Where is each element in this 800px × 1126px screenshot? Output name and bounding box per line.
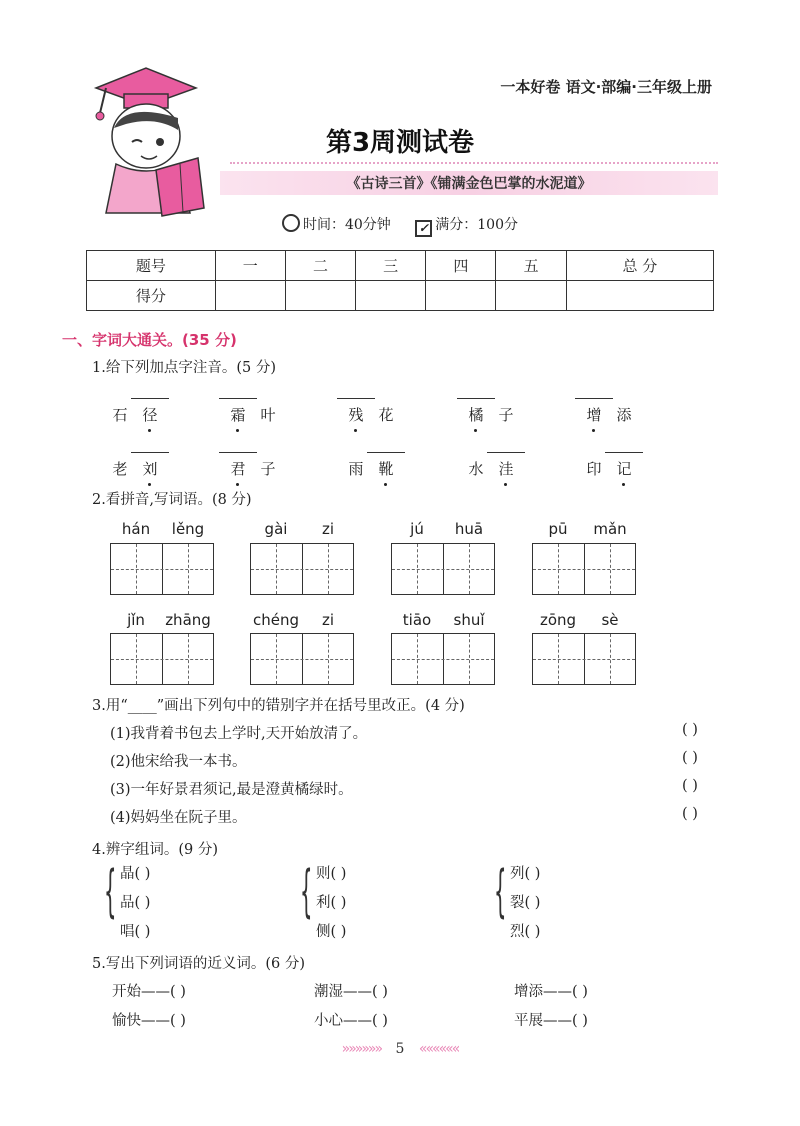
answer-parentheses[interactable]: ( ): [682, 722, 698, 738]
question-3-title: 3.用“____”画出下列句中的错别字并在括号里改正。(4 分): [92, 698, 465, 714]
pinyin-answer-line[interactable]: [131, 398, 169, 399]
word-character: 记: [616, 460, 632, 478]
synonym-item[interactable]: 愉快——( ): [112, 1013, 186, 1029]
synonym-item[interactable]: 平展——( ): [514, 1013, 588, 1029]
time-info: 时间：40分钟: [282, 217, 391, 233]
word-group-2[interactable]: [316, 860, 346, 947]
word-group-3[interactable]: [510, 860, 540, 947]
sentence: (4)妈妈坐在阮子里。: [110, 810, 247, 826]
lesson-titles: 《古诗三首》《铺满金色巴掌的水泥道》: [346, 176, 592, 192]
emphasis-dot: [148, 483, 151, 486]
word-character: 霜: [230, 406, 246, 424]
word-character: 橘: [468, 406, 484, 424]
section-1-title: 一、字词大通关。(35 分): [62, 331, 237, 349]
word-character: 子: [498, 406, 514, 424]
pinyin-label: zi: [321, 611, 335, 629]
sentence: (2)他宋给我一本书。: [110, 754, 247, 770]
writing-grid[interactable]: [391, 633, 495, 685]
word-character: 石: [112, 406, 128, 424]
group-item: 侧( ): [316, 924, 347, 940]
sentence: (3)一年好景君须记,最是澄黄橘绿时。: [110, 782, 353, 798]
emphasis-dot: [384, 483, 387, 486]
word-character: 花: [378, 406, 394, 424]
pinyin-label: mǎn: [593, 520, 627, 538]
pinyin-label: lěng: [171, 520, 205, 538]
writing-grid[interactable]: [110, 633, 214, 685]
score-table: [86, 250, 714, 311]
word-character: 洼: [498, 460, 514, 478]
page-number: 5: [395, 1041, 405, 1057]
pinyin-label: zi: [321, 520, 335, 538]
table-cell: 得分: [87, 281, 216, 311]
word-character: 残: [348, 406, 364, 424]
word-character: 靴: [378, 460, 394, 478]
group-item: 则( ): [316, 866, 347, 882]
table-cell: 总 分: [566, 251, 713, 281]
pinyin-label: jú: [410, 520, 424, 538]
word-character: 径: [142, 406, 158, 424]
emphasis-dot: [592, 429, 595, 432]
question-2-title: 2.看拼音,写词语。(8 分): [92, 492, 252, 508]
word-character: 水: [468, 460, 484, 478]
word-character: 雨: [348, 460, 364, 478]
writing-grid[interactable]: [532, 543, 636, 595]
question-4-title: 4.辨字组词。(9 分): [92, 842, 218, 858]
clock-icon: [282, 214, 300, 232]
score-cell[interactable]: [566, 281, 713, 311]
pinyin-answer-line[interactable]: [367, 452, 405, 453]
pinyin-label: gài: [264, 520, 288, 538]
pinyin-answer-line[interactable]: [131, 452, 169, 453]
emphasis-dot: [148, 429, 151, 432]
word-group-1[interactable]: [120, 860, 150, 947]
table-cell: 二: [285, 251, 355, 281]
word-character: 老: [112, 460, 128, 478]
table-cell: 五: [496, 251, 566, 281]
synonym-item[interactable]: 开始——( ): [112, 984, 186, 1000]
pinyin-label: zhāng: [165, 611, 211, 629]
pinyin-label: zōng: [539, 611, 577, 629]
word-character: 叶: [260, 406, 276, 424]
arrows-left-icon: ««««««: [418, 1041, 459, 1057]
table-cell: 三: [356, 251, 426, 281]
table-cell: 题号: [87, 251, 216, 281]
word-character: 子: [260, 460, 276, 478]
emphasis-dot: [504, 483, 507, 486]
pinyin-label: shuǐ: [453, 611, 485, 629]
pinyin-answer-line[interactable]: [575, 398, 613, 399]
word-character: 添: [616, 406, 632, 424]
pinyin-answer-line[interactable]: [605, 452, 643, 453]
series-header: 一本好卷 语文·部编·三年级上册: [500, 78, 712, 96]
group-item: 唱( ): [120, 924, 151, 940]
dotted-divider: [230, 162, 718, 164]
brace: {: [300, 859, 313, 924]
pinyin-label: chéng: [252, 611, 299, 629]
writing-grid[interactable]: [532, 633, 636, 685]
writing-grid[interactable]: [250, 633, 354, 685]
group-item: 利( ): [316, 895, 347, 911]
score-table-score-row: [87, 281, 714, 311]
emphasis-dot: [236, 483, 239, 486]
writing-grid[interactable]: [391, 543, 495, 595]
group-item: 裂( ): [510, 895, 541, 911]
answer-parentheses[interactable]: ( ): [682, 778, 698, 794]
synonym-item[interactable]: 潮湿——( ): [314, 984, 388, 1000]
group-item: 晶( ): [120, 866, 151, 882]
score-cell[interactable]: [285, 281, 355, 311]
pinyin-answer-line[interactable]: [487, 452, 525, 453]
score-info: ✓ 满分：100分: [415, 217, 518, 233]
pinyin-answer-line[interactable]: [219, 398, 257, 399]
score-cell[interactable]: [215, 281, 285, 311]
group-item: 列( ): [510, 866, 541, 882]
score-table-header-row: [87, 251, 714, 281]
checkbox-icon: ✓: [415, 220, 432, 237]
emphasis-dot: [354, 429, 357, 432]
score-cell[interactable]: [426, 281, 496, 311]
score-cell[interactable]: [496, 281, 566, 311]
brace: {: [494, 859, 507, 924]
pinyin-label: tiāo: [402, 611, 432, 629]
pinyin-label: hán: [121, 520, 151, 538]
group-item: 品( ): [120, 895, 151, 911]
table-cell: 四: [426, 251, 496, 281]
pinyin-label: huā: [454, 520, 484, 538]
word-character: 印: [586, 460, 602, 478]
word-character: 刘: [142, 460, 158, 478]
pinyin-answer-line[interactable]: [457, 398, 495, 399]
arrows-right-icon: »»»»»»: [341, 1041, 382, 1057]
score-cell[interactable]: [356, 281, 426, 311]
word-character: 增: [586, 406, 602, 424]
answer-parentheses[interactable]: ( ): [682, 750, 698, 766]
question-1-title: 1.给下列加点字注音。(5 分): [92, 360, 276, 376]
writing-grid[interactable]: [250, 543, 354, 595]
emphasis-dot: [474, 429, 477, 432]
page-title: 第3周测试卷: [325, 128, 475, 158]
sentence: (1)我背着书包去上学时,天开始放清了。: [110, 726, 368, 742]
pinyin-label: pū: [548, 520, 568, 538]
question-5-title: 5.写出下列词语的近义词。(6 分): [92, 956, 305, 972]
exam-meta: [0, 214, 800, 237]
synonym-item[interactable]: 增添——( ): [514, 984, 588, 1000]
answer-parentheses[interactable]: ( ): [682, 806, 698, 822]
group-item: 烈( ): [510, 924, 541, 940]
table-cell: 一: [215, 251, 285, 281]
pinyin-label: jǐn: [127, 611, 145, 629]
writing-grid[interactable]: [110, 543, 214, 595]
word-character: 君: [230, 460, 246, 478]
emphasis-dot: [236, 429, 239, 432]
pinyin-answer-line[interactable]: [337, 398, 375, 399]
pinyin-label: sè: [601, 611, 619, 629]
brace: {: [104, 859, 117, 924]
synonym-item[interactable]: 小心——( ): [314, 1013, 388, 1029]
pinyin-answer-line[interactable]: [219, 452, 257, 453]
page-footer: [0, 1041, 800, 1057]
emphasis-dot: [622, 483, 625, 486]
